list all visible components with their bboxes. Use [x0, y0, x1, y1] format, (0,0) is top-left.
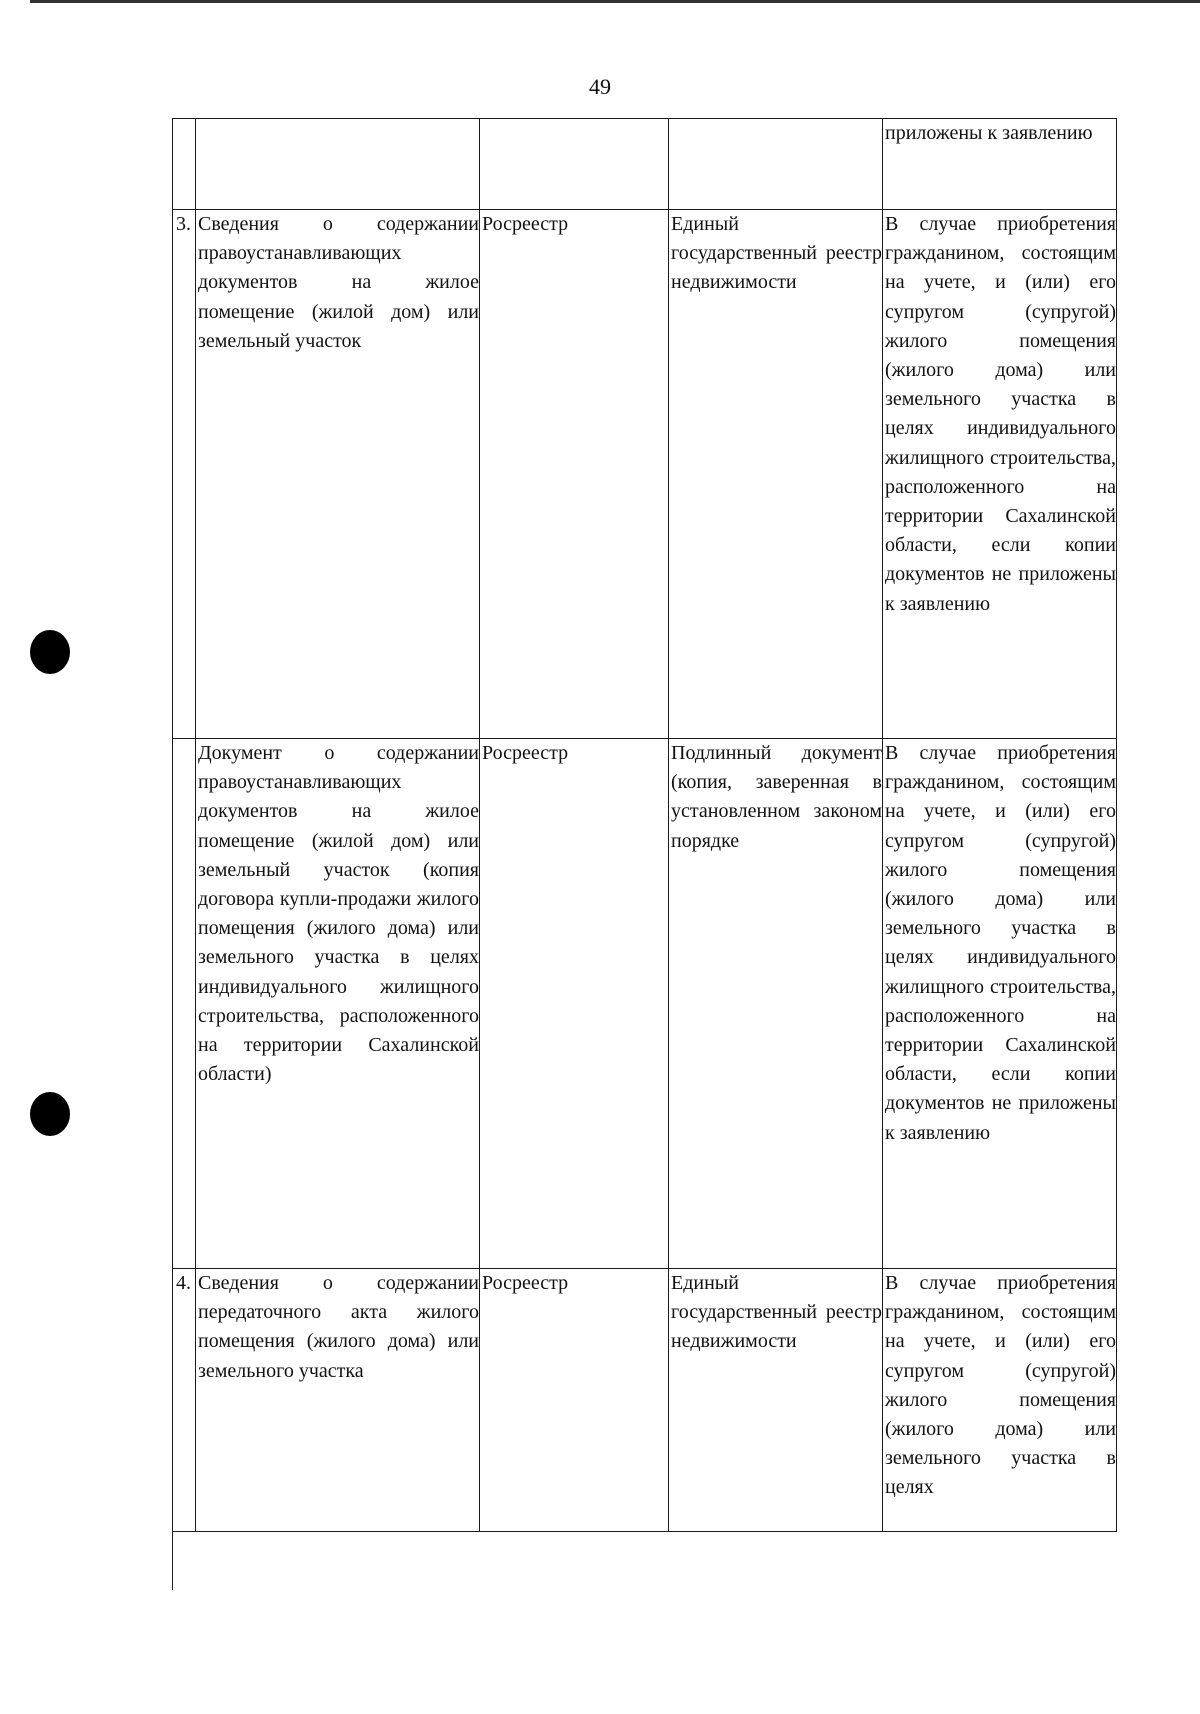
punch-hole — [30, 1092, 70, 1136]
row-number-cell — [173, 119, 196, 210]
organization-cell: Росреестр — [480, 1269, 669, 1532]
row-number-cell: 3. — [173, 210, 196, 739]
punch-hole — [30, 630, 70, 674]
condition-cell: В случае приобретения гражданином, состоящим на учете, и (или) его супругом (супругой) жилого помещения (жилого дома) или земельного участка в целях индивидуального жилищного строительства, расположенного на территории Сахалинской области, если копии документов не приложены к заявлению — [883, 739, 1117, 1269]
table-row — [173, 210, 1117, 739]
source-cell: Единый государственный реестр недвижимости — [669, 210, 883, 739]
table-row — [173, 119, 1117, 210]
scan-top-border — [30, 0, 1200, 3]
document-name-cell: Сведения о содержании передаточного акта жилого помещения (жилого дома) или земельного участка — [196, 1269, 480, 1532]
condition-cell: В случае приобретения гражданином, состоящим на учете, и (или) его супругом (супругой) жилого помещения (жилого дома) или земельного участка в целях индивидуального жилищного строительства, расположенного на территории Сахалинской области, если копии документов не приложены к заявлению — [883, 210, 1117, 739]
document-name-cell: Документ о содержании правоустанавливающих документов на жилое помещение (жилой дом) или земельный участок (копия договора купли-продажи жилого помещения (жилого дома) или земельного участка в целях индивидуального жилищного строительства, расположенного на территории Сахалинской области) — [196, 739, 480, 1269]
document-name-cell — [196, 119, 480, 210]
condition-cell: В случае приобретения гражданином, состоящим на учете, и (или) его супругом (супругой) жилого помещения (жилого дома) или земельного участка в целях — [883, 1269, 1117, 1532]
document-name-cell: Сведения о содержании правоустанавливающих документов на жилое помещение (жилой дом) или земельный участок — [196, 210, 480, 739]
condition-cell: приложены к заявлению — [883, 119, 1117, 210]
row-number-cell — [173, 739, 196, 1269]
row-number-cell: 4. — [173, 1269, 196, 1532]
organization-cell: Росреестр — [480, 210, 669, 739]
documents-table — [172, 118, 1117, 1532]
source-cell: Единый государственный реестр недвижимости — [669, 1269, 883, 1532]
source-cell — [669, 119, 883, 210]
table-row — [173, 739, 1117, 1269]
source-cell: Подлинный документ (копия, заверенная в установленном законом порядке — [669, 739, 883, 1269]
page-number: 49 — [589, 74, 611, 99]
organization-cell: Росреестр — [480, 739, 669, 1269]
organization-cell — [480, 119, 669, 210]
table-row — [173, 1269, 1117, 1532]
